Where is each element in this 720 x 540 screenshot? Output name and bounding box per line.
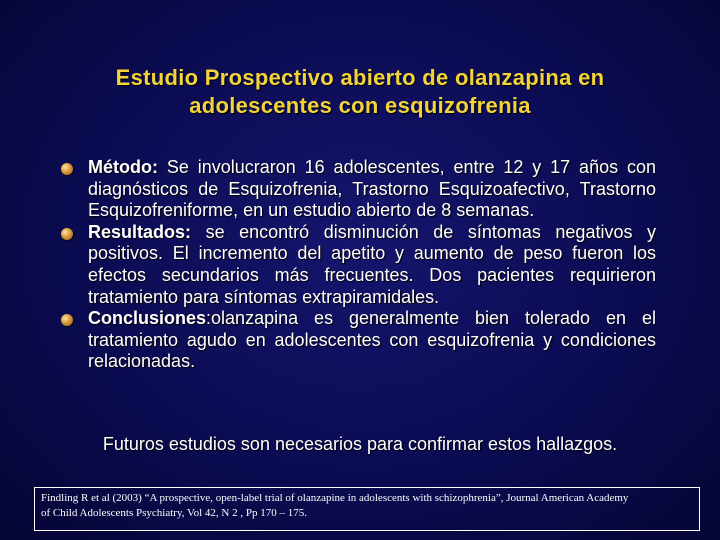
bullet-resultados [60,222,656,308]
bullet-list [60,157,656,373]
slide-title-line-2: adolescentes con esquizofrenia [189,93,531,118]
bullet-text: se encontró disminución de síntomas negativos y positivos. El incremento del apetito y aumento de peso fueron los efectos secundarios más frecuentes. Dos pacientes requirieron tratamiento para síntomas extrapiramidales. [88,221,656,307]
slide-title [40,64,680,120]
orb-bullet-icon [61,163,73,175]
reference-line-1: Findling R et al (2003) “A prospective, open-label trial of olanzapine in adolescents with schizophrenia”, Journal American Academy [41,492,629,504]
bullet-label: Método: [88,157,158,177]
bullet-label: Conclusiones [88,308,207,329]
orb-bullet-icon [61,228,73,240]
bullet-label: Resultados: [88,221,192,242]
slide-title-line-1: Estudio Prospectivo abierto de olanzapina en [115,65,605,90]
bullet-text: Se involucraron 16 adolescentes, entre 12 y 17 años con diagnósticos de Esquizofrenia, Trastorno Esquizoafectivo, Trastorno Esquizofreniforme, en un estudio abierto de 8 semanas. [88,157,656,221]
reference-line-2: of Child Adolescents Psychiatry, Vol 42, N 2 , Pp 170 – 175. [41,507,307,519]
bullet-conclusiones [60,308,656,373]
orb-bullet-icon [61,314,73,326]
bullet-metodo [60,157,656,222]
bullet-text: :olanzapina es generalmente bien tolerado en el tratamiento agudo en adolescentes con esquizofrenia y condiciones relacionadas. [88,308,656,372]
closing-note: Futuros estudios son necesarios para confirmar estos hallazgos. [102,434,618,454]
reference-box [34,487,700,531]
